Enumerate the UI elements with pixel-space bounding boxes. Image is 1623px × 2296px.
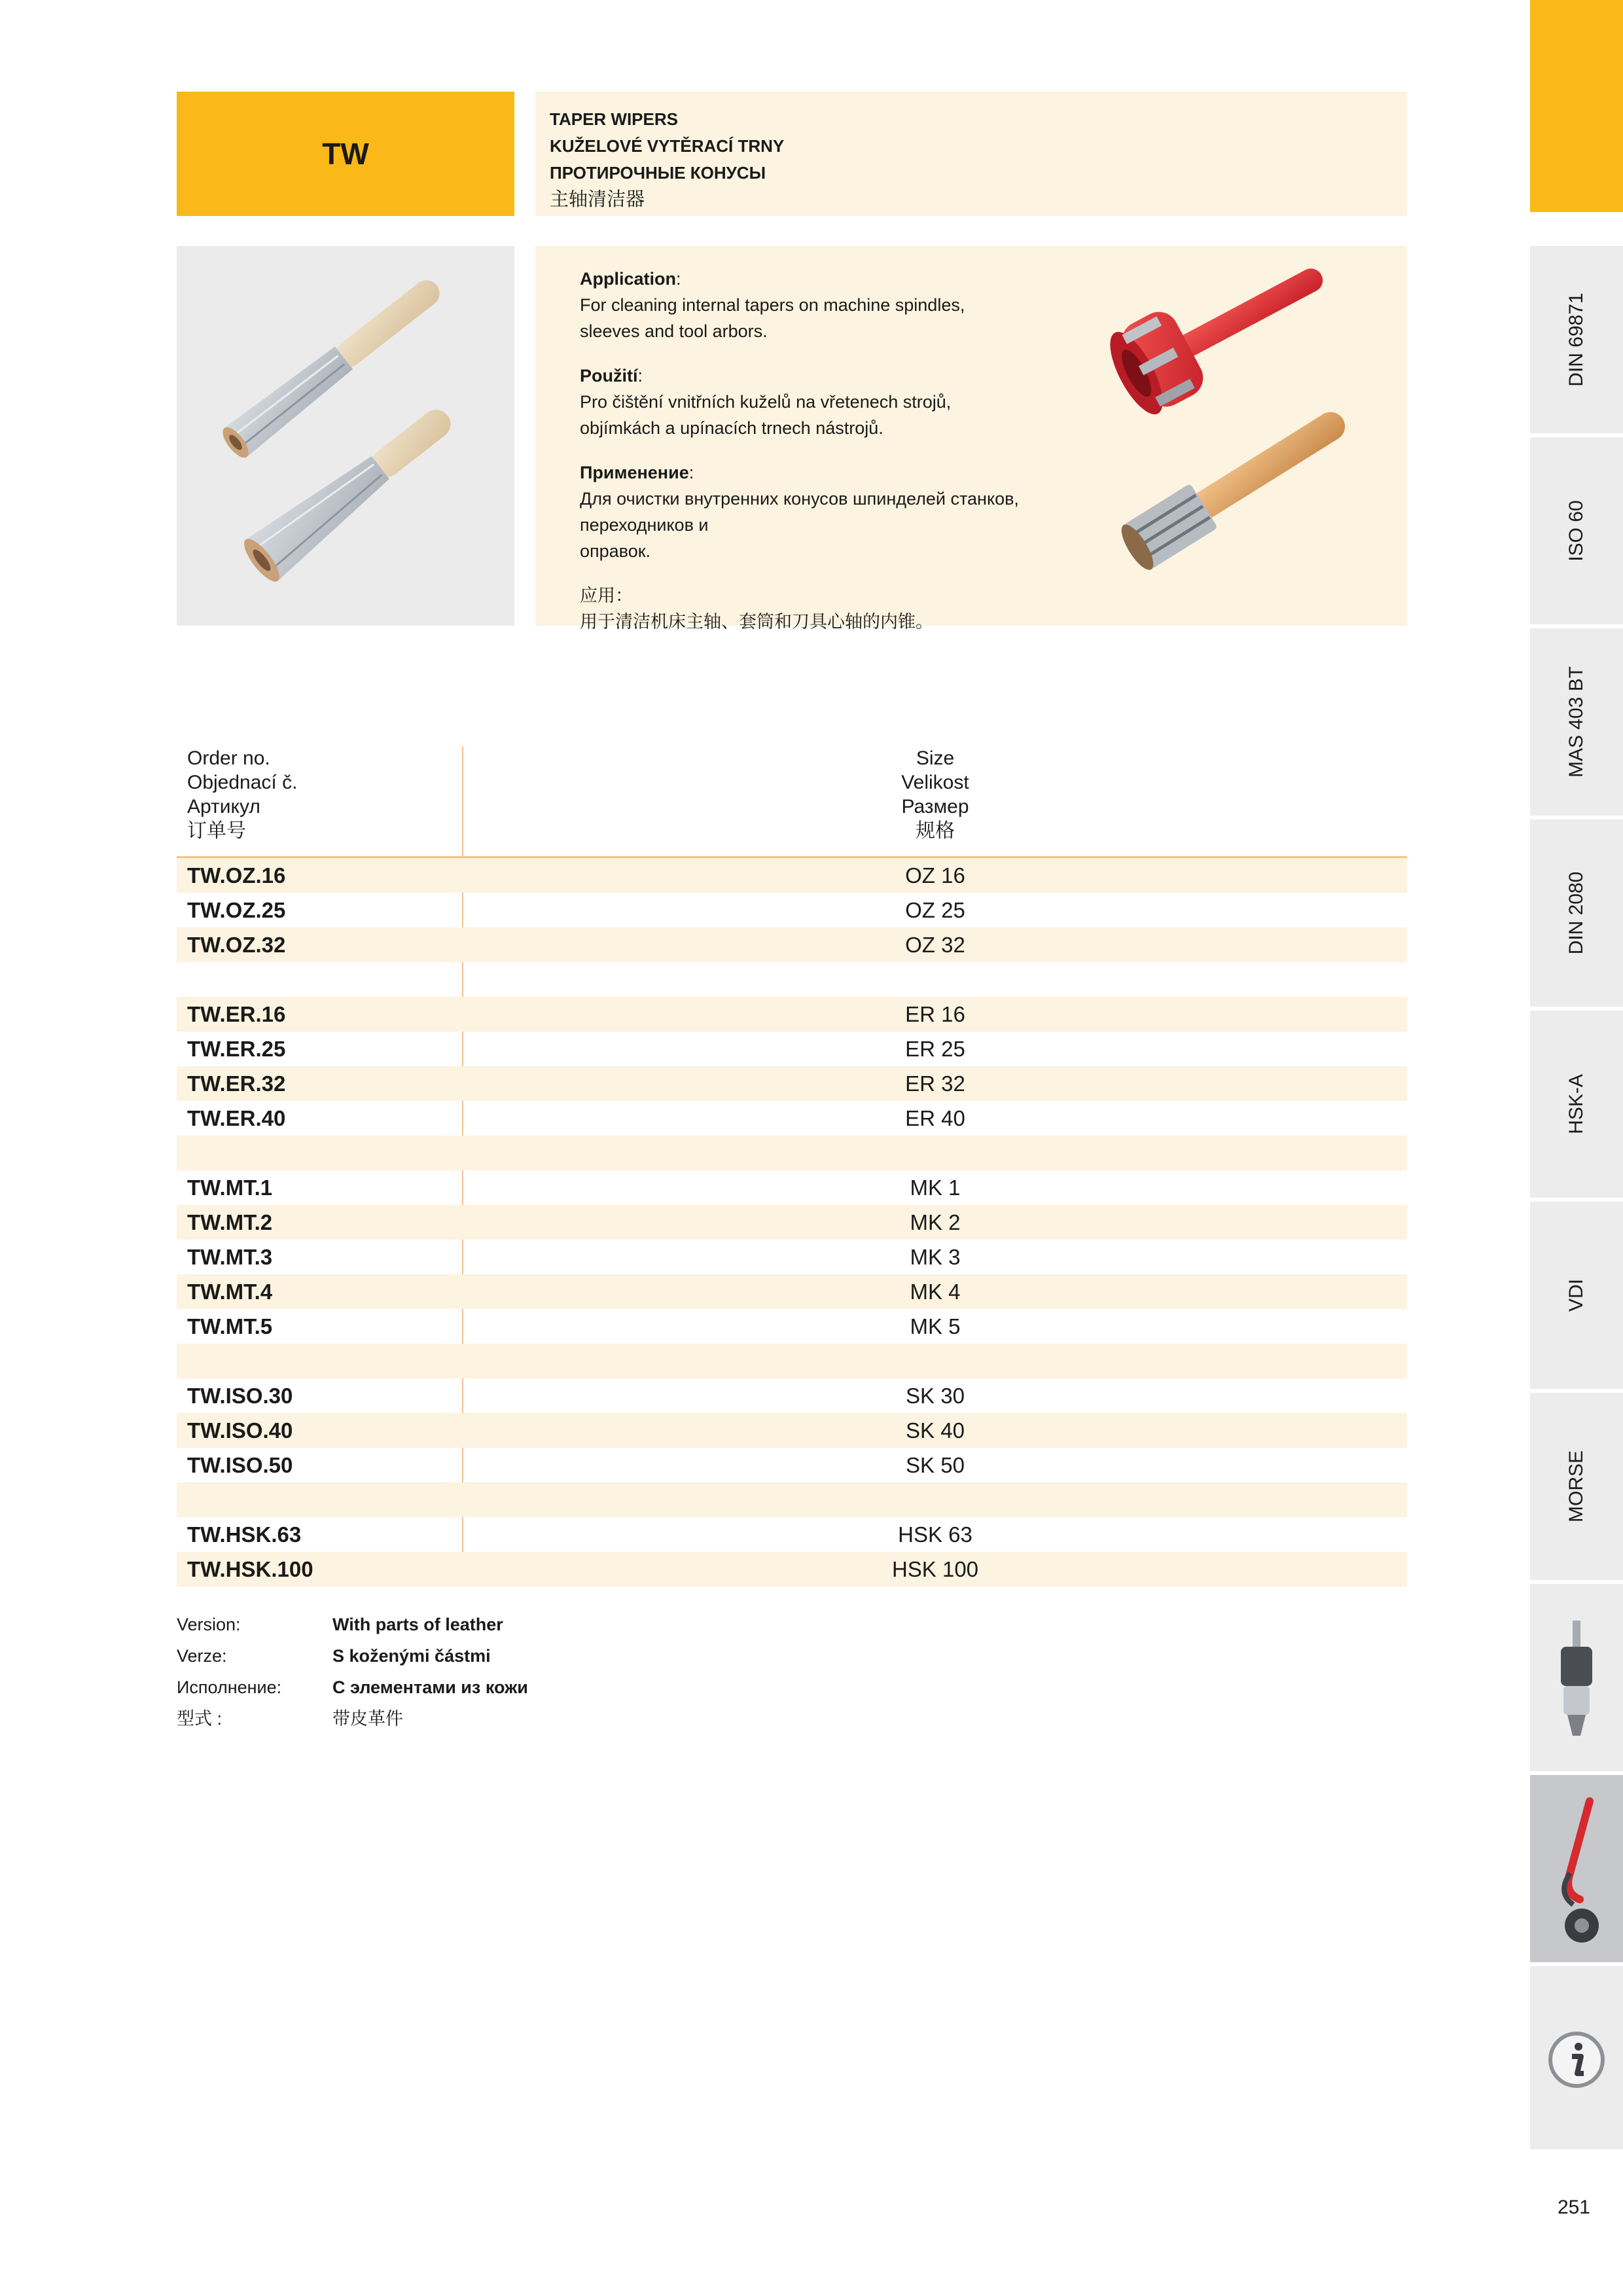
order-no-cell: TW.OZ.16 — [187, 863, 286, 888]
table-row — [177, 1448, 1407, 1482]
table-row — [177, 1136, 1407, 1170]
size-cell: MK 1 — [910, 1175, 961, 1200]
table-row — [177, 1413, 1407, 1448]
order-no-cell: TW.ISO.30 — [187, 1384, 293, 1408]
wrench-and-nut-icon — [1544, 1795, 1609, 1945]
table-row — [177, 858, 1407, 893]
order-no-cell: TW.HSK.63 — [187, 1522, 302, 1547]
table-header — [177, 746, 1407, 858]
size-cell: OZ 25 — [905, 898, 965, 922]
sidebar-tab-chucks[interactable] — [1530, 1584, 1623, 1775]
order-no-cell: TW.MT.5 — [187, 1314, 273, 1338]
application-cn: 应用： 用于清洁机床主轴、套筒和刀具心轴的内锥。 — [580, 586, 933, 632]
sidebar-tab-din-69871[interactable]: DIN 69871 — [1530, 246, 1623, 437]
sidebar-tab-vdi[interactable]: VDI — [1530, 1202, 1623, 1393]
table-row — [177, 962, 1407, 997]
sidebar-tab-hsk-a[interactable]: HSK-A — [1530, 1011, 1623, 1202]
sidebar-tab-iso-60[interactable]: ISO 60 — [1530, 437, 1623, 628]
title-en: TAPER WIPERS — [550, 109, 678, 129]
order-no-cell: TW.MT.1 — [187, 1175, 273, 1200]
order-no-cell: TW.MT.2 — [187, 1210, 273, 1234]
table-row — [177, 1101, 1407, 1136]
order-table — [177, 746, 1407, 1587]
size-cell: ER 16 — [905, 1002, 965, 1026]
order-no-cell: TW.ER.16 — [187, 1002, 286, 1026]
order-no-cell: TW.ISO.40 — [187, 1418, 293, 1443]
order-no-cell: TW.OZ.25 — [187, 898, 286, 922]
application-en: Application: For cleaning internal tapers on machine spindles, sleeves and tool arbors. — [580, 269, 965, 341]
application-ru: Применение: Для очистки внутренних конусов шпинделей станков, переходников и оправок. — [580, 463, 1019, 561]
table-row — [177, 997, 1407, 1031]
product-code: TW — [177, 92, 514, 216]
sidebar-accent-tab — [1530, 0, 1623, 216]
table-row — [177, 1482, 1407, 1517]
table-row — [177, 1205, 1407, 1240]
application-cz: Použití: Pro čištění vnitřních kuželů na vřetenech strojů, objímkách a upínacích trnech nástrojů. — [580, 366, 952, 438]
table-row — [177, 1274, 1407, 1309]
order-no-cell: TW.MT.4 — [187, 1280, 273, 1304]
order-no-cell: TW.ISO.50 — [187, 1453, 293, 1477]
size-cell: OZ 16 — [905, 863, 965, 888]
size-cell: ER 32 — [905, 1071, 965, 1096]
sidebar — [1530, 0, 1623, 2153]
order-no-cell: TW.ER.40 — [187, 1106, 286, 1130]
sidebar-tab-morse[interactable]: MORSE — [1530, 1393, 1623, 1584]
table-row — [177, 927, 1407, 962]
sidebar-tab-din-2080[interactable]: DIN 2080 — [1530, 819, 1623, 1011]
size-cell: HSK 100 — [891, 1557, 979, 1581]
size-header: Size Velikost Размер 规格 — [901, 747, 969, 842]
size-cell: SK 30 — [906, 1384, 965, 1408]
size-cell: ER 40 — [905, 1106, 965, 1130]
sidebar-tab-mas-403-bt[interactable]: MAS 403 BT — [1530, 628, 1623, 819]
application-text — [580, 266, 1116, 653]
size-cell: ER 25 — [905, 1037, 965, 1061]
size-cell: SK 50 — [906, 1453, 965, 1477]
size-cell: MK 5 — [910, 1314, 961, 1338]
table-row — [177, 1378, 1407, 1413]
title-cn: 主轴清洁器 — [550, 189, 645, 210]
size-cell: OZ 32 — [905, 933, 965, 957]
table-row — [177, 1031, 1407, 1066]
title-ru: ПРОТИРОЧНЫЕ КОНУСЫ — [550, 163, 766, 183]
chuck-icon — [1550, 1621, 1603, 1738]
table-row — [177, 1240, 1407, 1274]
order-no-cell: TW.MT.3 — [187, 1245, 273, 1269]
size-cell: MK 2 — [910, 1210, 961, 1234]
product-photo — [177, 246, 514, 626]
size-cell: SK 40 — [906, 1418, 965, 1443]
taper-wipers-image — [177, 246, 514, 626]
sidebar-tab-accessories[interactable] — [1530, 1775, 1623, 1966]
table-row — [177, 1309, 1407, 1344]
table-row — [177, 1517, 1407, 1552]
table-row — [177, 1344, 1407, 1378]
table-row — [177, 1066, 1407, 1101]
size-cell: HSK 63 — [898, 1522, 972, 1547]
order-no-cell: TW.ER.25 — [187, 1037, 286, 1061]
table-row — [177, 893, 1407, 927]
table-row — [177, 1170, 1407, 1205]
order-no-cell: TW.OZ.32 — [187, 933, 286, 957]
product-title-box — [535, 92, 1407, 216]
table-body — [177, 858, 1407, 1587]
size-cell: MK 3 — [910, 1245, 961, 1269]
table-row — [177, 1552, 1407, 1587]
title-cz: KUŽELOVÉ VYTĚRACÍ TRNY — [550, 136, 785, 156]
sidebar-tab-info[interactable] — [1530, 1966, 1623, 2153]
order-no-cell: TW.HSK.100 — [187, 1557, 313, 1581]
order-no-cell: TW.ER.32 — [187, 1071, 286, 1096]
page-number: 251 — [1557, 2197, 1590, 2218]
info-icon — [1547, 2030, 1606, 2089]
order-no-header: Order no. Objednací č. Артикул 订单号 — [187, 747, 298, 842]
wiper-product-images — [1092, 246, 1407, 626]
size-cell: MK 4 — [910, 1280, 961, 1304]
